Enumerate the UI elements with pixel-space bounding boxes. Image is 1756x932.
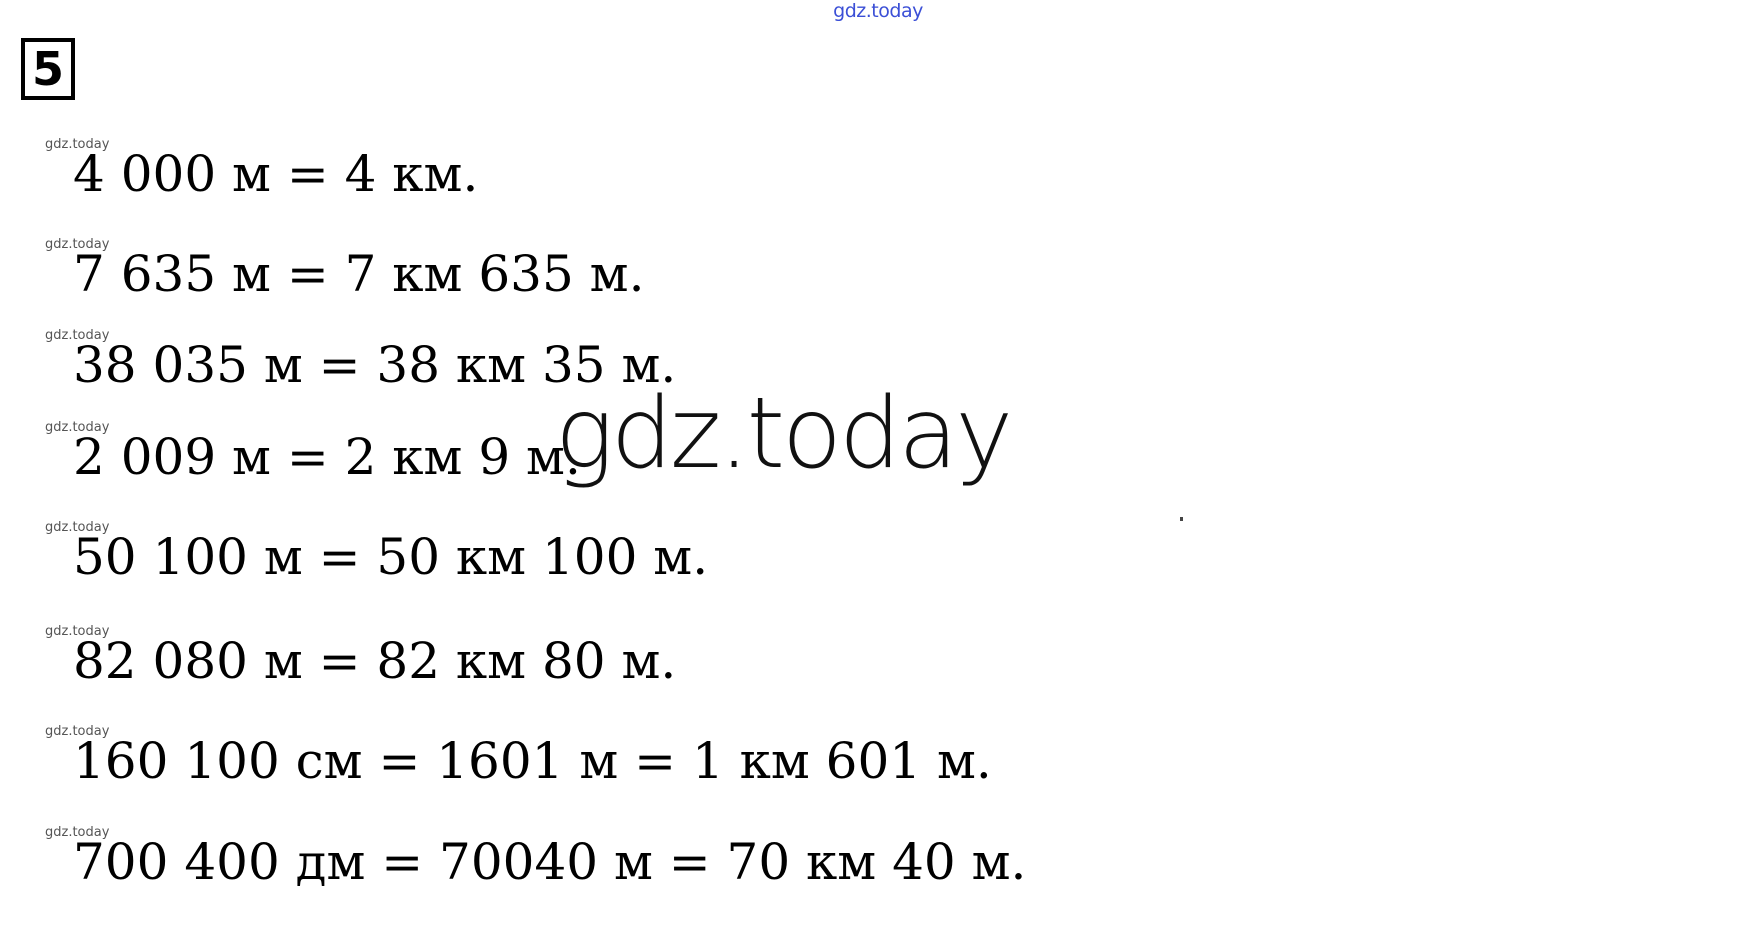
task-number-box: 5: [21, 38, 75, 100]
equation-text: 7 635 м = 7 км 635 м.: [73, 245, 645, 303]
row-watermark: gdz.today: [45, 624, 110, 639]
row-watermark: gdz.today: [45, 825, 110, 840]
scan-speck: [1180, 517, 1183, 521]
top-watermark: gdz.today: [833, 0, 923, 22]
equation-text: 50 100 м = 50 км 100 м.: [73, 528, 709, 586]
equation-text: 2 009 м = 2 км 9 м.: [73, 428, 581, 486]
row-watermark: gdz.today: [45, 328, 110, 343]
row-watermark: gdz.today: [45, 420, 110, 435]
row-watermark: gdz.today: [45, 137, 110, 152]
center-watermark: gdz.today: [555, 377, 1011, 491]
row-watermark: gdz.today: [45, 520, 110, 535]
equation-text: 700 400 дм = 70040 м = 70 км 40 м.: [73, 833, 1027, 891]
equation-text: 38 035 м = 38 км 35 м.: [73, 336, 677, 394]
row-watermark: gdz.today: [45, 237, 110, 252]
row-watermark: gdz.today: [45, 724, 110, 739]
equation-text: 82 080 м = 82 км 80 м.: [73, 632, 677, 690]
equation-text: 160 100 см = 1601 м = 1 км 601 м.: [73, 732, 992, 790]
equation-text: 4 000 м = 4 км.: [73, 145, 479, 203]
